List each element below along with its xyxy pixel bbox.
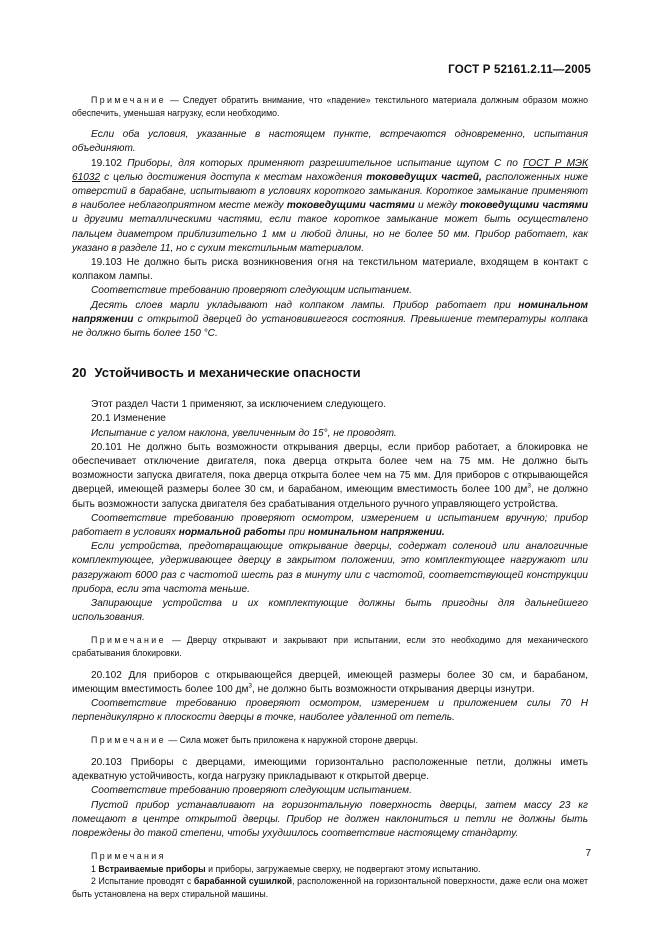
standard-header: ГОСТ Р 52161.2.11—2005 <box>448 64 591 76</box>
note-text: — Следует обратить внимание, что «падение» текстильного материала должным образом можно обеспечить, уменьшая нагрузку, если необходимо. <box>72 95 588 118</box>
notes-heading: Примечания <box>91 851 166 862</box>
compliance-check-20-102: Соответствие требованию проверяют осмотром, измерением и приложением силы 70 Н перпендикулярно к плоскости дверцы в точке, наиболее удаленной от петель. <box>72 698 588 724</box>
paragraph-20-1-text: Испытание с углом наклона, увеличенным до 15°, не проводят. <box>91 427 397 439</box>
note-label: Примечание <box>91 95 166 105</box>
note-label: Примечание <box>91 635 166 646</box>
section-heading: 20 Устойчивость и механические опасности <box>72 365 361 381</box>
note-paragraph: Примечание — Сила может быть приложена к наружной стороне дверцы. <box>91 735 418 746</box>
paragraph-part-1: Этот раздел Части 1 применяют, за исключением следующего. <box>91 399 387 411</box>
compliance-check-20-101: Соответствие требованию проверяют осмотром, измерением и испытанием вручную; прибор работает в условиях нормальной работы при номинальном напряжении. <box>72 512 588 539</box>
paragraph-20-1: 20.1 Изменение <box>91 413 166 425</box>
paragraph-19-103: 19.103 Не должно быть риска возникновения огня на текстильном материале, входящем в контакт с колпаком лампы. <box>72 257 588 283</box>
note-paragraph <box>72 94 588 119</box>
paragraph-20-102: 20.102 Для приборов с открывающейся дверцей, имеющей размеры более 30 см, и барабаном, имеющим вместимость более 100 $дм^3$, не должно быть возможности открывания дверцы изнутри. <box>72 669 588 695</box>
test-procedure-19-103: Десять слоев марли укладывают над колпаком лампы. Прибор работает при номинальном напряжении с открытой дверцей до установившегося состояния. Превышение температуры колпака не должно быть более 150 °С. <box>72 299 588 340</box>
standard-reference-link[interactable]: ГОСТ Р МЭК 61032 <box>72 157 589 183</box>
compliance-check-20-103: Соответствие требованию проверяют следующим испытанием. <box>91 785 412 797</box>
page-number: 7 <box>585 848 591 859</box>
note-paragraph: Примечание — Дверцу открывают и закрывают при испытании, если это необходимо для механического срабатывания блокировки. <box>72 635 588 659</box>
paragraph-combined-conditions: Если оба условия, указанные в настоящем пункте, встречаются одновременно, испытания объединяют. <box>72 129 588 155</box>
note-item-2: 2 Испытание проводят с барабанной сушилкой, расположенной на горизонтальной поверхности, даже если она может быть установлена на верх стиральной машины. <box>72 876 588 900</box>
page-content <box>72 94 588 901</box>
note-item-1: 1 Встраиваемые приборы и приборы, загружаемые сверху, не подвергают этому испытанию. <box>91 863 481 874</box>
paragraph-19-102: 19.102 Приборы, для которых применяют разрешительное испытание щупом С по ГОСТ Р МЭК 61032 с целью достижения доступа к местам нахождения токоведущих частей, расположенных ниже отверстий в барабане, испытывают в условиях короткого замыкания. Короткое замыкание применяют в наиболее неблагоприятном месте между токоведущими частями и между токоведущими частями и другими металлическими частями, если такое короткое замыкание может быть осуществлено пальцем диаметром приблизительно 1 мм и любой длины, но не более 50 мм. Прибор работает, как указано в разделе 11, но с сухим текстильным материалом. <box>72 157 589 254</box>
compliance-check-19-103: Соответствие требованию проверяют следующим испытанием. <box>91 285 412 297</box>
paragraph-20-101: 20.101 Не должно быть возможности открывания дверцы, если прибор работает, а блокировка не обеспечивает отключение двигателя, пока дверца открыта более чем на 75 мм. Не должно быть возможности запуска двигателя, пока дверца открыта более чем на 75 мм. Для приборов с открывающейся дверцей, имеющей размеры более 30 см, и барабаном, имеющим вместимость более 100 $дм^3$, не должно быть возможности запуска двигателя без срабатывания отдельного ручного управляющего устройства. <box>72 441 588 510</box>
locking-devices-20-101: Запирающие устройства и их комплектующие должны быть пригодны для дальнейшего использования. <box>72 598 588 624</box>
paragraph-20-103: 20.103 Приборы с дверцами, имеющими горизонтально расположенные петли, должны иметь адекватную устойчивость, когда нагрузку прикладывают к открытой дверце. <box>72 757 588 783</box>
solenoid-test-20-101: Если устройства, предотвращающие открывание дверцы, содержат соленоид или аналогичные комплектующее, удерживающее дверцу в закрытом положении, это комплектующее нагружают или разгружают 6000 раз с частотой шесть раз в минуту или с частотой, соответствующей конструкции прибора, если эта частота меньше. <box>72 541 588 595</box>
note-label: Примечание <box>91 735 166 746</box>
test-procedure-20-103: Пустой прибор устанавливают на горизонтальную поверхность дверцы, затем массу 23 кг помещают в центре открытой дверцы. Прибор не должен наклониться и петли не должны быть повреждены до такой степени, чтобы ухудшилось соответствие настоящему стандарту. <box>72 799 588 840</box>
